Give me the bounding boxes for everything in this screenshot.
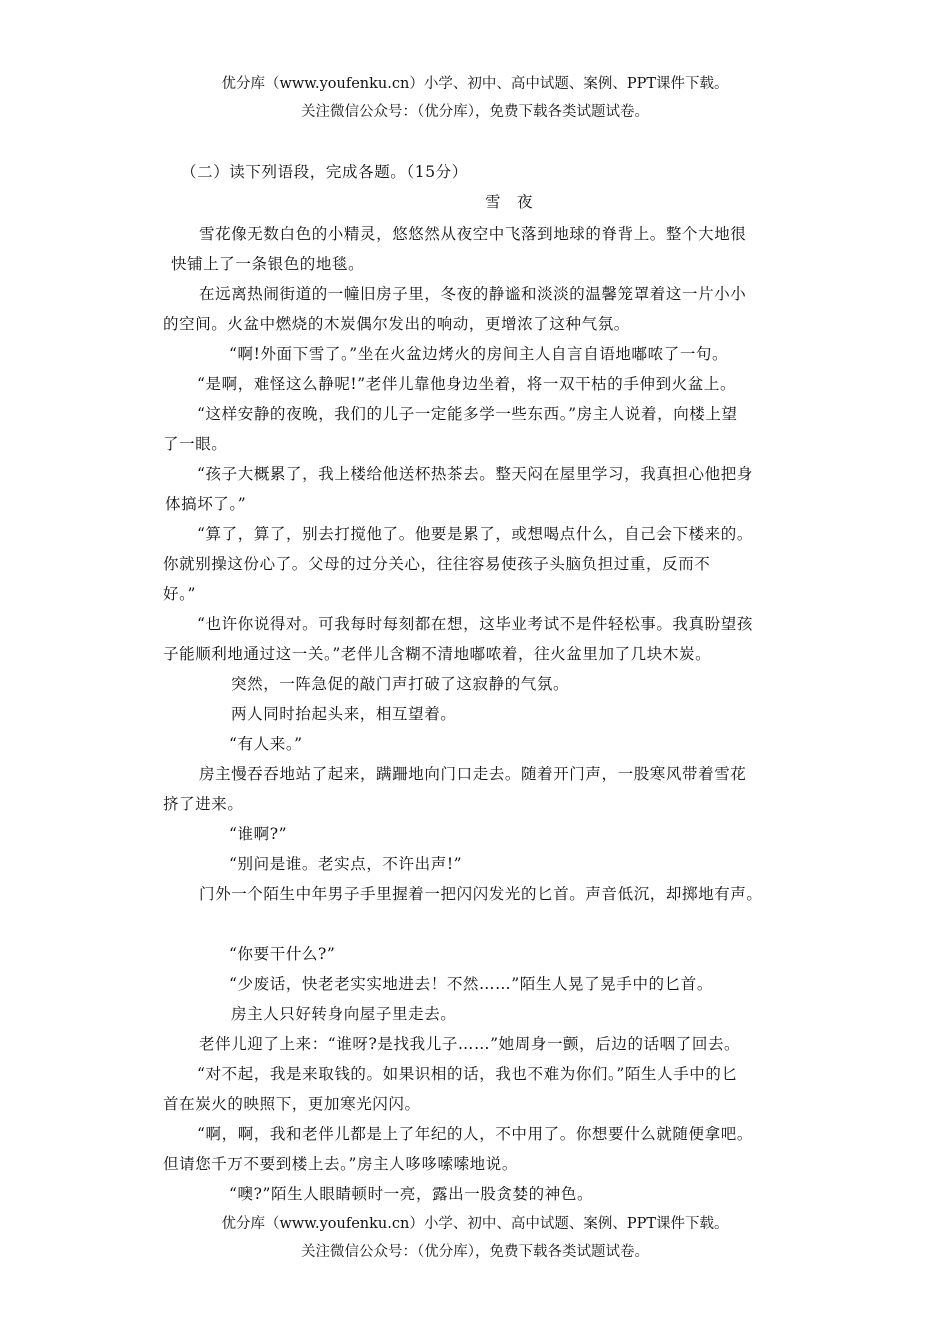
passage-line: 了一眼。 bbox=[163, 435, 228, 453]
passage-line: “啊!外面下雪了。”坐在火盆边烤火的房间主人自言自语地嘟哝了一句。 bbox=[229, 345, 729, 363]
passage-line: 老伴儿迎了上来：“谁呀?是找我儿子……”她周身一颤，后边的话咽了回去。 bbox=[199, 1035, 741, 1053]
page-header bbox=[0, 70, 950, 126]
passage-line: “少废话，快老老实实地进去！不然……”陌生人晃了晃手中的匕首。 bbox=[229, 975, 713, 993]
footer-line-1: 优分库（www.youfenku.cn）小学、初中、高中试题、案例、PPT课件下载。 bbox=[221, 1216, 729, 1232]
passage-line: 房主慢吞吞地站了起来，蹒跚地向门口走去。随着开门声，一股寒风带着雪花 bbox=[199, 765, 747, 783]
passage-line: 快铺上了一条银色的地毯。 bbox=[171, 255, 365, 273]
passage-line: 体搞坏了。” bbox=[165, 495, 247, 513]
passage-line: “噢?”陌生人眼睛顿时一亮，露出一股贪婪的神色。 bbox=[229, 1185, 594, 1203]
passage-line: 好。” bbox=[163, 585, 196, 603]
passage-line: “孩子大概累了，我上楼给他送杯热茶去。整天闷在屋里学习，我真担心他把身 bbox=[197, 465, 753, 483]
passage-line: 突然，一阵急促的敲门声打破了这寂静的气氛。 bbox=[231, 675, 570, 693]
passage-line: 房主人只好转身向屋子里走去。 bbox=[231, 1005, 457, 1023]
section-heading: （二）读下列语段，完成各题。（15分） bbox=[181, 163, 468, 181]
passage-line: 在远离热闹街道的一幢旧房子里，冬夜的静谧和淡淡的温馨笼罩着这一片小小 bbox=[199, 285, 747, 303]
passage-line: “这样安静的夜晚，我们的儿子一定能多学一些东西。”房主人说着，向楼上望 bbox=[197, 405, 738, 423]
passage-line: “谁啊?” bbox=[229, 825, 288, 843]
footer-line-2: 关注微信公众号：（优分库），免费下载各类试题试卷。 bbox=[301, 1244, 649, 1260]
passage-line: 挤了进来。 bbox=[163, 795, 244, 813]
passage-line: “也许你说得对。可我每时每刻都在想，这毕业考试不是件轻松事。我真盼望孩 bbox=[197, 615, 753, 633]
passage-line: “你要干什么?” bbox=[229, 945, 336, 963]
passage-line: 首在炭火的映照下，更加寒光闪闪。 bbox=[163, 1095, 421, 1113]
passage-line: 你就别操这份心了。父母的过分关心，往往容易使孩子头脑负担过重，反而不 bbox=[163, 555, 711, 573]
passage-line: 的空间。火盆中燃烧的木炭偶尔发出的响动，更增浓了这种气氛。 bbox=[163, 315, 630, 333]
passage-line: “算了，算了，别去打搅他了。他要是累了，或想喝点什么，自己会下楼来的。 bbox=[197, 525, 753, 543]
page-footer bbox=[0, 1210, 950, 1266]
passage-line: 雪花像无数白色的小精灵，悠悠然从夜空中飞落到地球的脊背上。整个大地很 bbox=[199, 225, 747, 243]
header-line-1: 优分库（www.youfenku.cn）小学、初中、高中试题、案例、PPT课件下载。 bbox=[221, 76, 729, 92]
passage-line: “是啊，难怪这么静呢!”老伴儿靠他身边坐着，将一双干枯的手伸到火盆上。 bbox=[197, 375, 737, 393]
passage-line: “啊，啊，我和老伴儿都是上了年纪的人，不中用了。你想要什么就随便拿吧。 bbox=[197, 1125, 753, 1143]
passage-line: “别问是谁。老实点，不许出声!” bbox=[229, 855, 463, 873]
passage-line: 门外一个陌生中年男子手里握着一把闪闪发光的匕首。声音低沉，却掷地有声。 bbox=[199, 885, 763, 903]
passage-line: “对不起，我是来取钱的。如果识相的话，我也不难为你们。”陌生人手中的匕 bbox=[197, 1065, 738, 1083]
passage-line: 子能顺利地通过这一关。”老伴儿含糊不清地嘟哝着，往火盆里加了几块木炭。 bbox=[163, 645, 712, 663]
passage-title: 雪 夜 bbox=[485, 193, 534, 211]
passage-line: 但请您千万不要到楼上去。”房主人哆哆嗦嗦地说。 bbox=[163, 1155, 518, 1173]
header-line-2: 关注微信公众号：（优分库），免费下载各类试题试卷。 bbox=[301, 104, 649, 120]
passage-line: 两人同时抬起头来，相互望着。 bbox=[231, 705, 457, 723]
passage-line: “有人来。” bbox=[229, 735, 303, 753]
